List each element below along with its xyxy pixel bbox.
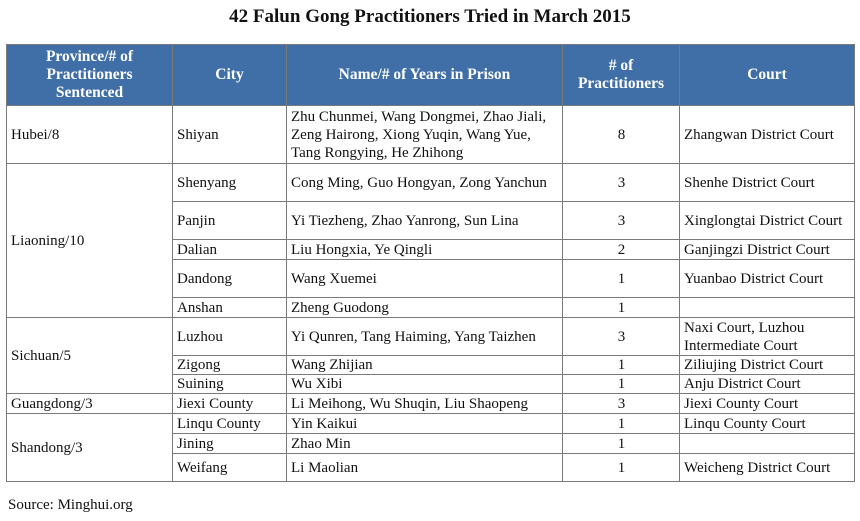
names-cell: Wang Zhijian [287,356,563,375]
court-cell: Ziliujing District Court [680,356,855,375]
court-cell: Jiexi County Court [680,394,855,414]
province-cell: Guangdong/3 [7,394,173,414]
names-cell: Yi Tiezheng, Zhao Yanrong, Sun Lina [287,202,563,240]
source-note: Source: Minghui.org [8,497,133,513]
court-cell: Linqu County Court [680,414,855,434]
city-cell: Dalian [173,240,287,260]
count-cell: 3 [563,202,680,240]
header-count: # of Practitioners [563,45,680,106]
table-row [7,394,855,414]
header-names: Name/# of Years in Prison [287,45,563,106]
table-row [7,318,855,356]
city-cell: Luzhou [173,318,287,356]
names-cell: Li Meihong, Wu Shuqin, Liu Shaopeng [287,394,563,414]
names-cell: Zhu Chunmei, Wang Dongmei, Zhao Jiali, Zeng Hairong, Xiong Yuqin, Wang Yue, Tang Rongying, He Zhihong [287,106,563,164]
count-cell: 1 [563,356,680,375]
table-row [7,414,855,434]
province-cell: Shandong/3 [7,414,173,482]
count-cell: 1 [563,260,680,298]
table-row [7,106,855,164]
city-cell: Shenyang [173,164,287,202]
count-cell: 1 [563,454,680,482]
count-cell: 3 [563,318,680,356]
practitioners-table [6,44,855,482]
count-cell: 3 [563,394,680,414]
header-court: Court [680,45,855,106]
court-cell: Naxi Court, Luzhou Intermediate Court [680,318,855,356]
names-cell: Zheng Guodong [287,298,563,318]
count-cell: 1 [563,414,680,434]
count-cell: 3 [563,164,680,202]
header-province: Province/# of Practitioners Sentenced [7,45,173,106]
count-cell: 1 [563,375,680,394]
names-cell: Yi Qunren, Tang Haiming, Yang Taizhen [287,318,563,356]
province-cell: Liaoning/10 [7,164,173,318]
province-cell: Sichuan/5 [7,318,173,394]
table-row [7,164,855,202]
page-title: 42 Falun Gong Practitioners Tried in March 2015 [229,6,631,27]
count-cell: 8 [563,106,680,164]
city-cell: Suining [173,375,287,394]
names-cell: Yin Kaikui [287,414,563,434]
city-cell: Zigong [173,356,287,375]
court-cell: Weicheng District Court [680,454,855,482]
court-cell: Ganjingzi District Court [680,240,855,260]
province-cell: Hubei/8 [7,106,173,164]
city-cell: Jiexi County [173,394,287,414]
names-cell: Liu Hongxia, Ye Qingli [287,240,563,260]
court-cell: Zhangwan District Court [680,106,855,164]
names-cell: Wang Xuemei [287,260,563,298]
city-cell: Linqu County [173,414,287,434]
names-cell: Cong Ming, Guo Hongyan, Zong Yanchun [287,164,563,202]
table-header-row [7,45,855,106]
names-cell: Wu Xibi [287,375,563,394]
city-cell: Dandong [173,260,287,298]
count-cell: 2 [563,240,680,260]
city-cell: Weifang [173,454,287,482]
count-cell: 1 [563,434,680,454]
court-cell [680,298,855,318]
court-cell [680,434,855,454]
court-cell: Xinglongtai District Court [680,202,855,240]
court-cell: Anju District Court [680,375,855,394]
court-cell: Shenhe District Court [680,164,855,202]
city-cell: Anshan [173,298,287,318]
court-cell: Yuanbao District Court [680,260,855,298]
names-cell: Li Maolian [287,454,563,482]
city-cell: Panjin [173,202,287,240]
header-city: City [173,45,287,106]
count-cell: 1 [563,298,680,318]
city-cell: Jining [173,434,287,454]
city-cell: Shiyan [173,106,287,164]
names-cell: Zhao Min [287,434,563,454]
